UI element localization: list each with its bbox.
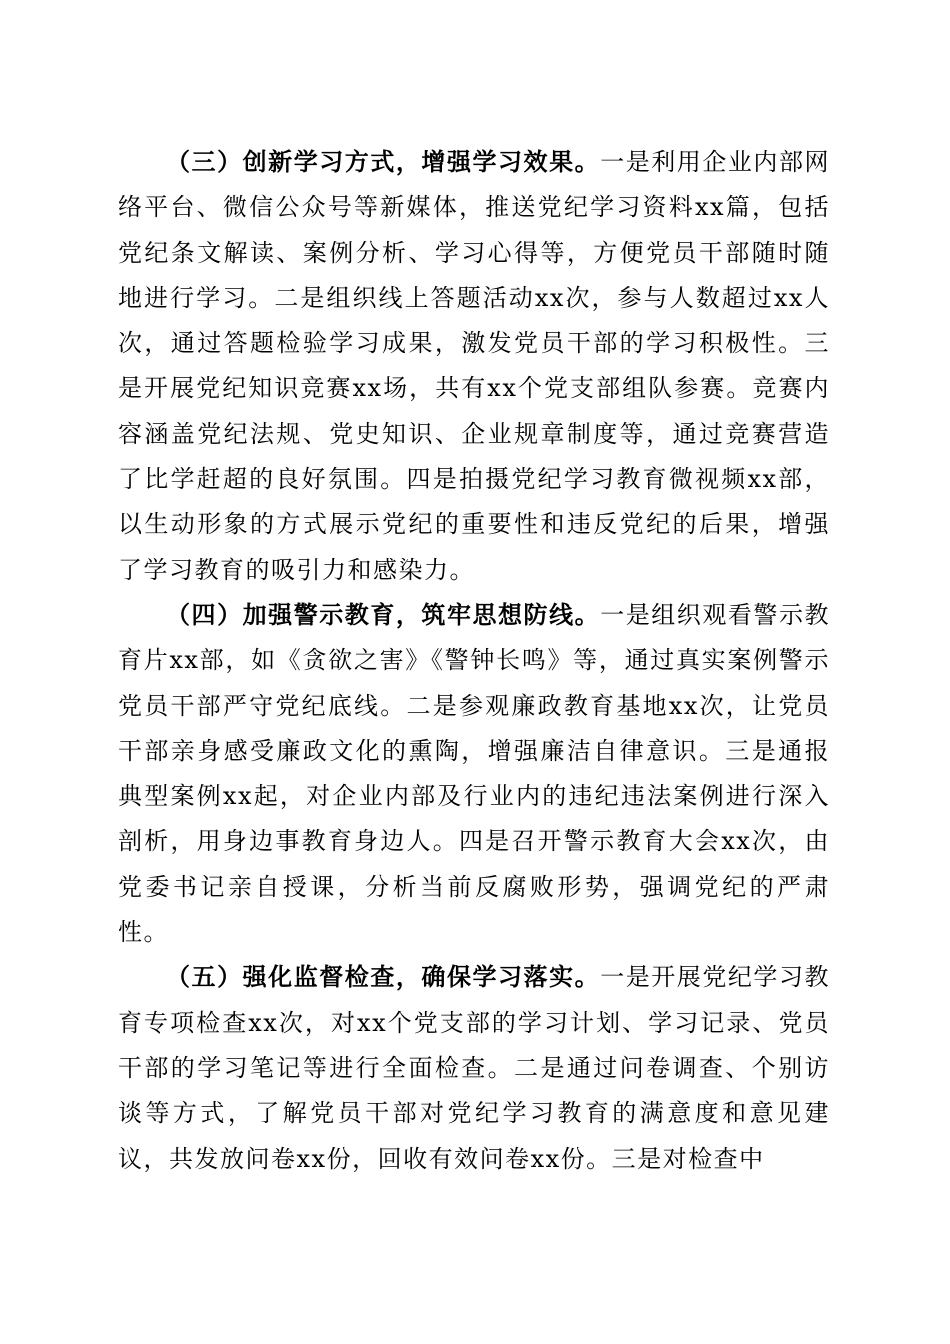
paragraph-warning-education	[118, 593, 830, 955]
paragraph-body: 一是开展党纪学习教育专项检查xx次，对xx个党支部的学习计划、学习记录、党员干部的学习笔记等进行全面检查。二是通过问卷调查、个别访谈等方式，了解党员干部对党纪学习教育的满意度和意见建议，共发放问卷xx份，回收有效问卷xx份。三是对检查中	[118, 963, 831, 1173]
paragraph-body: 一是利用企业内部网络平台、微信公众号等新媒体，推送党纪学习资料xx篇，包括党纪条文解读、案例分析、学习心得等，方便党员干部随时随地进行学习。二是组织线上答题活动xx次，参与人数超过xx人次，通过答题检验学习成果，激发党员干部的学习积极性。三是开展党纪知识竞赛xx场，共有xx个党支部组队参赛。竞赛内容涵盖党纪法规、党史知识、企业规章制度等，通过竞赛营造了比学赶超的良好氛围。四是拍摄党纪学习教育微视频xx部，以生动形象的方式展示党纪的重要性和违反党纪的后果，增强了学习教育的吸引力和感染力。	[118, 148, 831, 584]
paragraph-body: 一是组织观看警示教育片xx部，如《贪欲之害》《警钟长鸣》等，通过真实案例警示党员干部严守党纪底线。二是参观廉政教育基地xx次，让党员干部亲身感受廉政文化的熏陶，增强廉洁自律意识。三是通报典型案例xx起，对企业内部及行业内的违纪违法案例进行深入剖析，用身边事教育身边人。四是召开警示教育大会xx次，由党委书记亲自授课，分析当前反腐败形势，强调党纪的严肃性。	[118, 600, 831, 947]
paragraph-heading: （三）创新学习方式，增强学习效果。	[166, 148, 601, 176]
paragraph-innovate-learning	[118, 140, 830, 593]
paragraph-heading: （五）强化监督检查，确保学习落实。	[166, 963, 601, 992]
document-page	[118, 140, 830, 1182]
paragraph-supervision-check	[118, 955, 830, 1181]
paragraph-heading: （四）加强警示教育，筑牢思想防线。	[166, 600, 601, 629]
